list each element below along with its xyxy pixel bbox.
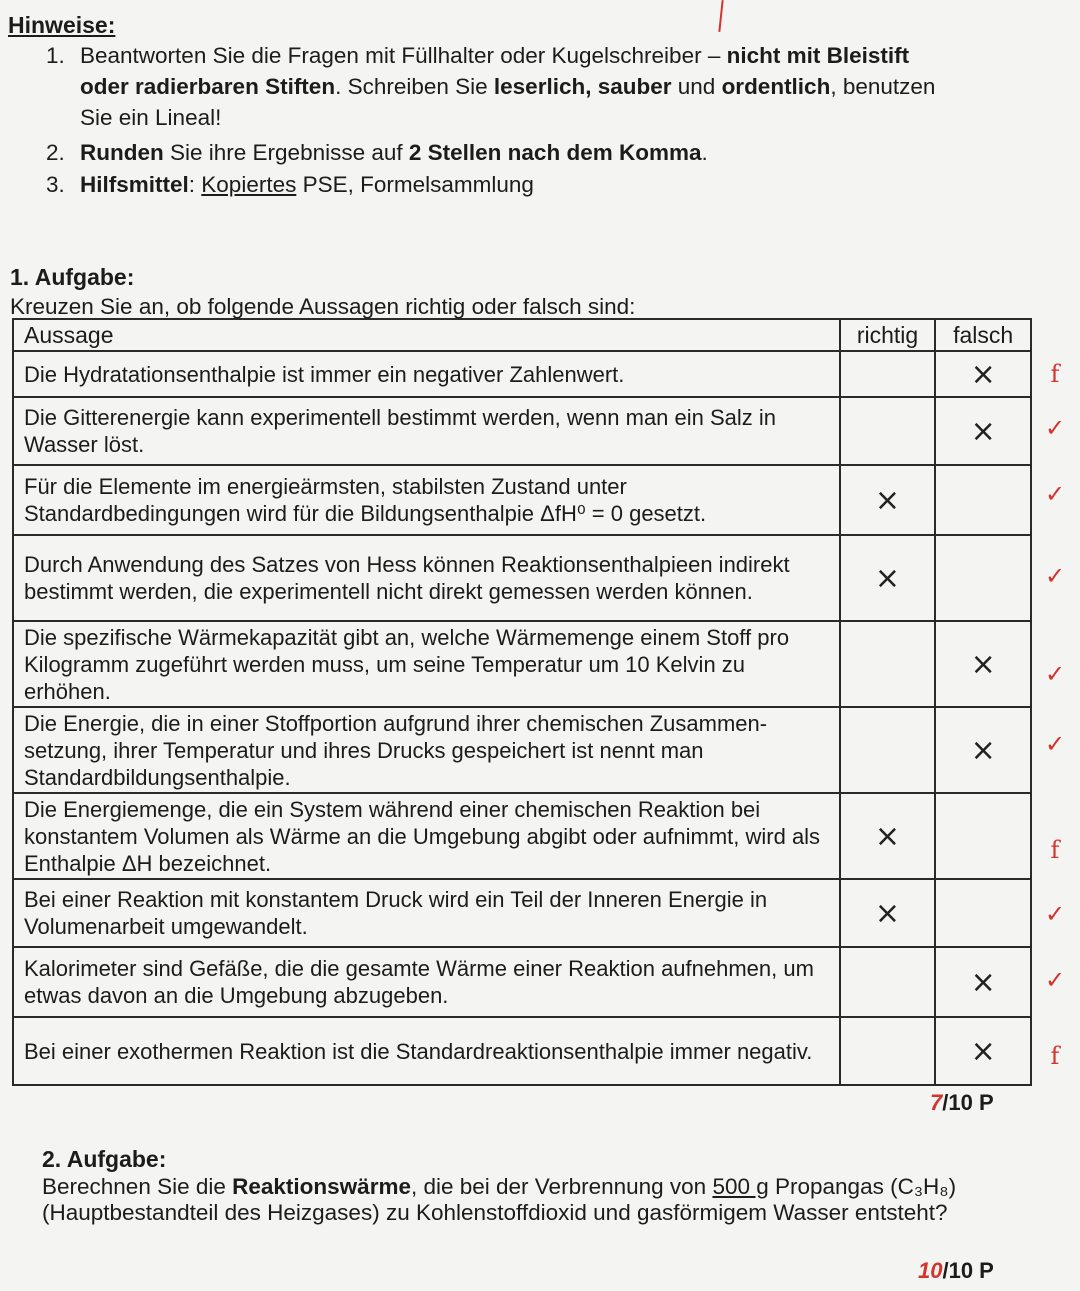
- mark-correct[interactable]: [840, 351, 936, 397]
- mark-correct[interactable]: ×: [840, 879, 936, 947]
- statement-text: Die Hydratationsenthalpie ist immer ein negativer Zahlenwert.: [13, 351, 840, 397]
- grade-mark-4: ✓: [1044, 562, 1066, 590]
- grade-mark-1: f: [1050, 360, 1060, 388]
- mark-wrong[interactable]: [935, 535, 1031, 621]
- table-row: [13, 1017, 1031, 1085]
- statement-text: Kalorimeter sind Gefäße, die die gesamte Wärme einer Reaktion aufnehmen, um etwas davon an die Umgebung abzugeben.: [13, 947, 840, 1017]
- notes-title: Hinweise:: [8, 12, 116, 38]
- statement-text: Die Energiemenge, die ein System während einer chemischen Reaktion bei konstantem Volumen als Wärme an die Umgebung abgibt oder aufnimmt, wird als Enthalpie ΔH bezeichnet.: [13, 793, 840, 879]
- statement-text: Durch Anwendung des Satzes von Hess können Reaktionsenthalpieen indirekt bestimmt werden, die experimentell nicht direkt gemessen werden können.: [13, 535, 840, 621]
- statement-text: Die Energie, die in einer Stoffportion aufgrund ihrer chemischen Zusammen-setzung, ihrer Temperatur und ihres Drucks gespeichert ist nennt man Standardbildungsenthalpie.: [13, 707, 840, 793]
- grade-mark-2: ✓: [1044, 414, 1066, 442]
- mark-wrong[interactable]: ×: [935, 707, 1031, 793]
- table-row: [13, 621, 1031, 707]
- table-row: [13, 793, 1031, 879]
- mark-correct[interactable]: [840, 397, 936, 465]
- mark-correct[interactable]: ×: [840, 535, 936, 621]
- header-wrong: falsch: [935, 319, 1031, 351]
- task2-title: 2. Aufgabe:: [42, 1146, 167, 1172]
- table-row: [13, 351, 1031, 397]
- table-row: [13, 535, 1031, 621]
- grade-mark-8: ✓: [1044, 900, 1066, 928]
- mark-correct[interactable]: ×: [840, 465, 936, 535]
- statement-text: Die spezifische Wärmekapazität gibt an, welche Wärmemenge einem Stoff pro Kilogramm zugeführt werden muss, um seine Temperatur um 10 Kelvin zu erhöhen.: [13, 621, 840, 707]
- mark-correct[interactable]: [840, 947, 936, 1017]
- statements-table: [12, 318, 1032, 1086]
- task2-score: 10/10 P: [918, 1258, 994, 1283]
- grade-mark-7: f: [1050, 836, 1060, 864]
- table-row: [13, 879, 1031, 947]
- statement-text: Bei einer Reaktion mit konstantem Druck wird ein Teil der Inneren Energie in Volumenarbeit umgewandelt.: [13, 879, 840, 947]
- statement-text: Bei einer exothermen Reaktion ist die Standardreaktionsenthalpie immer negativ.: [13, 1017, 840, 1085]
- grade-mark-10: f: [1050, 1042, 1060, 1070]
- note-3: 3. Hilfsmittel: Kopiertes PSE, Formelsammlung: [46, 172, 534, 197]
- mark-wrong[interactable]: ×: [935, 397, 1031, 465]
- table-row: [13, 397, 1031, 465]
- task1-title: 1. Aufgabe:: [10, 264, 135, 290]
- header-statement: Aussage: [13, 319, 840, 351]
- task2-text: Berechnen Sie die Reaktionswärme, die bei der Verbrennung von 500 g Propangas (C₃H₈) (Hauptbestandteil des Heizgases) zu Kohlenstoffdioxid und gasförmigem Wasser entsteht?: [42, 1174, 957, 1225]
- mark-correct[interactable]: ×: [840, 793, 936, 879]
- grade-mark-6: ✓: [1044, 730, 1066, 758]
- mark-wrong[interactable]: ×: [935, 621, 1031, 707]
- mark-wrong[interactable]: [935, 793, 1031, 879]
- pen-stroke-mark: [718, 0, 723, 32]
- mark-wrong[interactable]: ×: [935, 1017, 1031, 1085]
- mark-correct[interactable]: [840, 1017, 936, 1085]
- grade-mark-9: ✓: [1044, 966, 1066, 994]
- grade-mark-5: ✓: [1044, 660, 1066, 688]
- header-correct: richtig: [840, 319, 936, 351]
- note-1: 1. Beantworten Sie die Fragen mit Füllhalter oder Kugelschreiber – nicht mit Bleistift oder radierbaren Stiften. Schreiben Sie leserlich, sauber und ordentlich, benutzen Sie ein Lineal!: [46, 43, 936, 130]
- table-row: [13, 947, 1031, 1017]
- statement-text: Für die Elemente im energieärmsten, stabilsten Zustand unter Standardbedingungen wird für die Bildungsenthalpie ΔfH⁰ = 0 gesetzt.: [13, 465, 840, 535]
- task1-score: 7/10 P: [930, 1090, 994, 1115]
- mark-correct[interactable]: [840, 621, 936, 707]
- statement-text: Die Gitterenergie kann experimentell bestimmt werden, wenn man ein Salz in Wasser löst.: [13, 397, 840, 465]
- table-row: [13, 465, 1031, 535]
- grade-mark-3: ✓: [1044, 480, 1066, 508]
- mark-wrong[interactable]: ×: [935, 351, 1031, 397]
- note-2: 2. Runden Sie ihre Ergebnisse auf 2 Stellen nach dem Komma.: [46, 140, 708, 165]
- mark-wrong[interactable]: [935, 465, 1031, 535]
- mark-wrong[interactable]: ×: [935, 947, 1031, 1017]
- mark-wrong[interactable]: [935, 879, 1031, 947]
- task1-instruction: Kreuzen Sie an, ob folgende Aussagen richtig oder falsch sind:: [10, 294, 636, 319]
- table-row: [13, 707, 1031, 793]
- mark-correct[interactable]: [840, 707, 936, 793]
